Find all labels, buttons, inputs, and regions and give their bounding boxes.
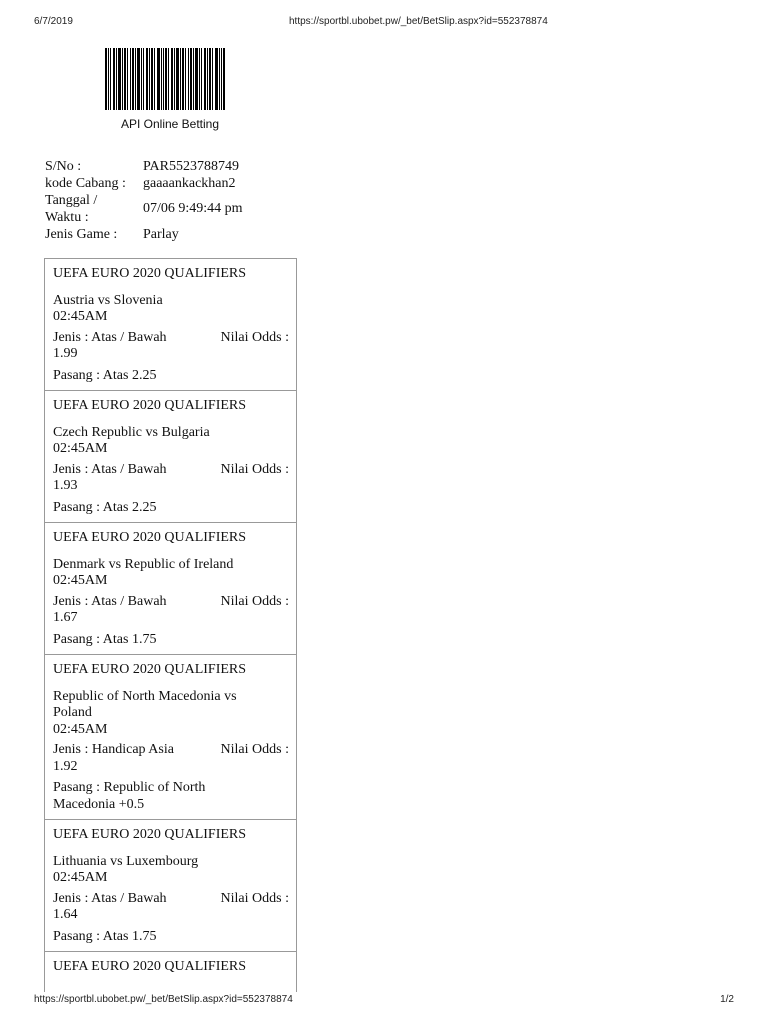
pick: Pasang : Atas 2.25 (53, 499, 157, 515)
match-name: Lithuania vs Luxembourg (53, 853, 199, 869)
match-time: 02:45AM (53, 721, 108, 737)
jenis-line (53, 330, 289, 347)
match-time: 02:45AM (53, 441, 108, 456)
tanggal-label-line-2: Waktu : (45, 210, 89, 225)
slip-info (45, 158, 243, 243)
barcode-icon (105, 48, 225, 110)
odds-label: Nilai Odds : (220, 890, 289, 906)
bet-item (44, 391, 297, 523)
info-row-jenis-game (45, 226, 243, 243)
bet-type: Jenis : Atas / Bawah (53, 329, 167, 345)
odds-label: Nilai Odds : (220, 742, 289, 757)
match-name: Czech Republic vs Bulgaria (53, 424, 210, 440)
jenis-game-value: Parlay (143, 227, 179, 242)
kode-cabang-label: kode Cabang : (45, 176, 126, 191)
bet-item (44, 258, 297, 391)
match-name-line-1: Republic of North Macedonia vs (53, 688, 237, 704)
tanggal-value: 07/06 9:49:44 pm (143, 201, 243, 216)
league-name: UEFA EURO 2020 QUALIFIERS (53, 662, 247, 677)
match-name-line-2: Poland (53, 705, 92, 720)
bet-item (44, 655, 297, 820)
info-row-sno (45, 158, 243, 175)
pick-line-2: Macedonia +0.5 (53, 796, 145, 812)
footer-url: https://sportbl.ubobet.pw/_bet/BetSlip.aspx?id=552378874 (34, 994, 293, 1005)
pick: Pasang : Atas 2.25 (53, 367, 157, 383)
pick-line-1: Pasang : Republic of North (53, 780, 206, 795)
match-time: 02:45AM (53, 870, 108, 885)
odds-value: 1.99 (53, 346, 78, 361)
jenis-line (53, 462, 289, 479)
bet-item (44, 952, 297, 992)
bet-list (44, 258, 297, 992)
odds-label: Nilai Odds : (220, 329, 289, 345)
tanggal-label (45, 192, 143, 226)
league-name: UEFA EURO 2020 QUALIFIERS (53, 827, 247, 842)
print-date: 6/7/2019 (34, 16, 73, 27)
info-row-tanggal (45, 192, 243, 226)
sno-value: PAR5523788749 (143, 159, 239, 174)
print-url: https://sportbl.ubobet.pw/_bet/BetSlip.aspx?id=552378874 (289, 16, 548, 27)
match-time: 02:45AM (53, 573, 108, 588)
info-row-kode (45, 175, 243, 192)
league-name: UEFA EURO 2020 QUALIFIERS (53, 398, 247, 413)
odds-label: Nilai Odds : (220, 593, 289, 609)
league-name: UEFA EURO 2020 QUALIFIERS (53, 530, 247, 545)
jenis-line (53, 891, 289, 908)
brand-title: API Online Betting (120, 117, 220, 131)
tanggal-label-line-1: Tanggal / (45, 193, 98, 208)
pick: Pasang : Atas 1.75 (53, 631, 157, 647)
page-number: 1/2 (720, 994, 734, 1005)
kode-cabang-value: gaaaankackhan2 (143, 176, 236, 191)
league-name: UEFA EURO 2020 QUALIFIERS (53, 959, 247, 974)
jenis-line (53, 594, 289, 611)
jenis-line (53, 742, 289, 759)
league-name: UEFA EURO 2020 QUALIFIERS (53, 266, 247, 281)
bet-item (44, 523, 297, 655)
pick: Pasang : Atas 1.75 (53, 928, 157, 944)
bet-type: Jenis : Atas / Bawah (53, 593, 167, 609)
odds-value: 1.93 (53, 478, 78, 493)
bet-type: Jenis : Atas / Bawah (53, 890, 167, 906)
jenis-game-label: Jenis Game : (45, 227, 118, 242)
match-name: Austria vs Slovenia (53, 292, 163, 308)
odds-value: 1.92 (53, 758, 78, 774)
match-time: 02:45AM (53, 309, 108, 324)
match-name: Denmark vs Republic of Ireland (53, 556, 234, 572)
odds-label: Nilai Odds : (220, 461, 289, 477)
odds-value: 1.67 (53, 610, 78, 625)
bet-item (44, 820, 297, 952)
odds-value: 1.64 (53, 907, 78, 922)
sno-label: S/No : (45, 159, 82, 174)
bet-type: Jenis : Atas / Bawah (53, 461, 167, 477)
bet-type: Jenis : Handicap Asia (53, 742, 174, 757)
